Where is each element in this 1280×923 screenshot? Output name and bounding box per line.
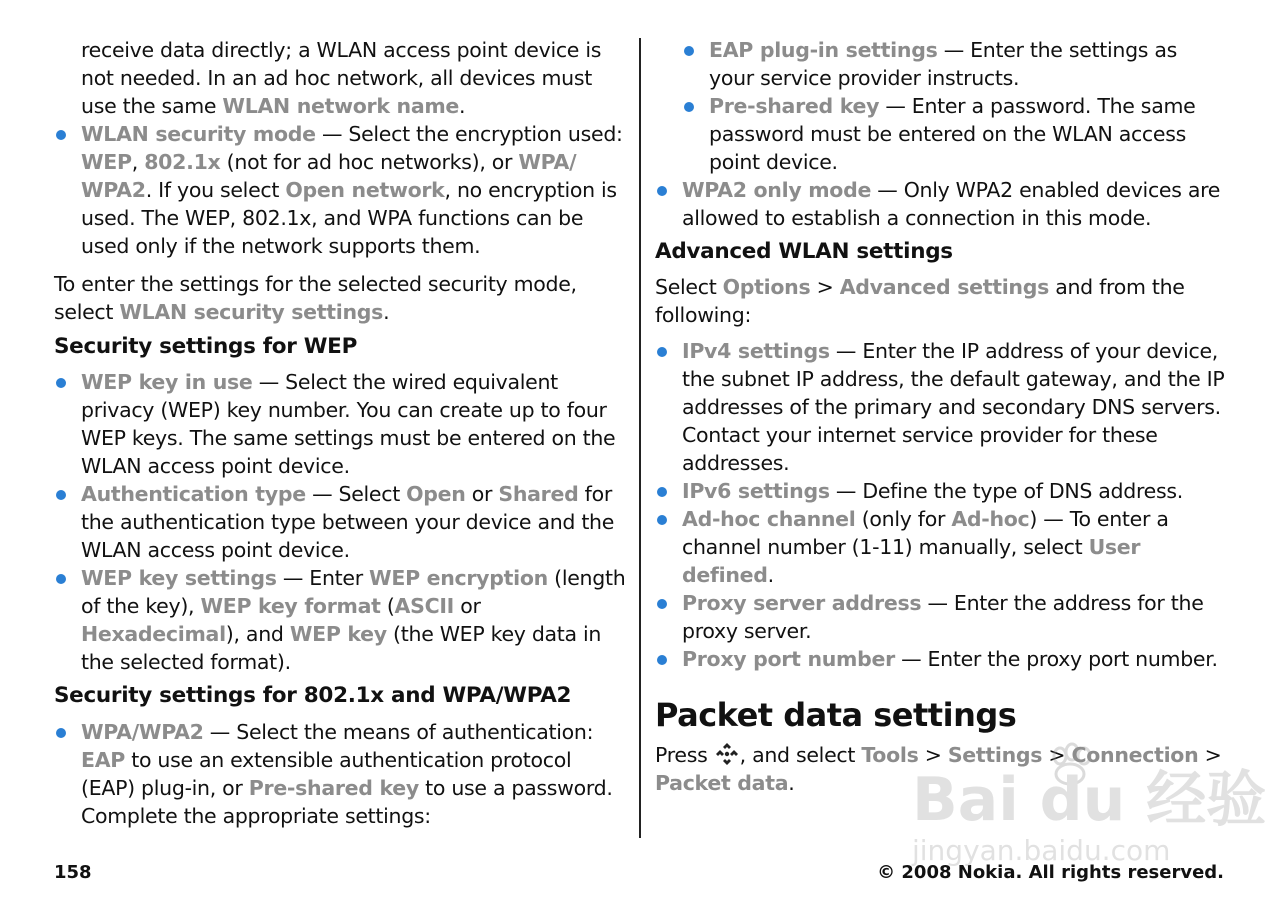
list-item-wep-key-in-use: WEP key in use — Select the wired equivalent privacy (WEP) key number. You can create up to four WEP keys. The same settings must be entered on the WLAN access point device. <box>54 368 626 480</box>
bullet-icon <box>684 102 694 112</box>
wpa2-list <box>655 176 1227 232</box>
ui-term: ASCII <box>394 594 454 618</box>
wep-list <box>54 368 626 676</box>
ui-term: Shared <box>498 482 579 506</box>
heading-wpa: Security settings for 802.1x and WPA/WPA2 <box>54 683 572 708</box>
ui-term: EAP <box>81 748 125 772</box>
list-item-security-mode: WLAN security mode — Select the encryption used: WEP, 802.1x (not for ad hoc networks), or WPA/ WPA2. If you select Open network, no encryption is used. The WEP, 802.1x, and WPA functions can be used only if the network supports them. <box>54 120 626 260</box>
bullet-icon <box>657 515 667 525</box>
ui-term: IPv6 settings <box>682 479 830 503</box>
ui-term: WEP key settings <box>81 566 277 590</box>
page-number: 158 <box>54 862 92 883</box>
menu-key-icon <box>714 741 740 767</box>
ui-term: Connection <box>1071 743 1199 767</box>
list-item-eap-plugin-settings: EAP plug-in settings — Enter the settings as your service provider instructs. <box>682 36 1227 92</box>
list-item-proxy-port-number: Proxy port number — Enter the proxy port number. <box>655 645 1227 673</box>
ui-term: WPA/ WPA2 <box>81 150 577 202</box>
list-item-authentication-type: Authentication type — Select Open or Shared for the authentication type between your device and the WLAN access point device. <box>54 480 626 564</box>
ui-term: WEP key format <box>200 594 381 618</box>
left-list-top <box>54 36 626 260</box>
advanced-intro-paragraph: Select Options > Advanced settings and from the following: <box>655 275 1185 327</box>
ui-term: IPv4 settings <box>682 339 830 363</box>
ui-term: Ad-hoc channel <box>682 507 856 531</box>
ui-term: WEP key <box>289 622 387 646</box>
list-item-ipv4-settings: IPv4 settings — Enter the IP address of your device, the subnet IP address, the default gateway, and the IP addresses of the primary and secondary DNS servers. Contact your internet service provider for these addresses. <box>655 337 1227 477</box>
ui-term: 802.1x <box>144 150 221 174</box>
ui-term: Advanced settings <box>839 275 1050 299</box>
bullet-icon <box>56 378 66 388</box>
list-item-adhoc-channel: Ad-hoc channel (only for Ad-hoc) — To enter a channel number (1-11) manually, select User defined. <box>655 505 1227 589</box>
ui-term: Open <box>406 482 466 506</box>
ui-term: Proxy port number <box>682 647 895 671</box>
list-item-wep-key-settings: WEP key settings — Enter WEP encryption (length of the key), WEP key format (ASCII or Hexadecimal), and WEP key (the WEP key data in the selected format). <box>54 564 626 676</box>
ui-term: WLAN network name <box>222 94 460 118</box>
ui-term: Pre-shared key <box>709 94 880 118</box>
bullet-icon <box>56 574 66 584</box>
column-divider <box>639 38 641 838</box>
ui-term: Proxy server address <box>682 591 922 615</box>
advanced-list <box>655 337 1227 673</box>
ui-term: WEP key in use <box>81 370 253 394</box>
bullet-icon <box>657 487 667 497</box>
ui-term: WPA/WPA2 <box>81 720 204 744</box>
bullet-icon <box>657 655 667 665</box>
list-item-ipv6-settings: IPv6 settings — Define the type of DNS address. <box>655 477 1227 505</box>
ui-term: Tools <box>861 743 919 767</box>
ui-term: Open network <box>285 178 445 202</box>
ui-term: Options <box>722 275 811 299</box>
heading-advanced-wlan: Advanced WLAN settings <box>655 239 953 264</box>
right-column <box>655 36 1227 797</box>
ui-term: Pre-shared key <box>248 776 419 800</box>
list-item-continuation: receive data directly; a WLAN access point device is not needed. In an ad hoc network, all devices must use the same WLAN network name. <box>81 38 602 118</box>
ui-term: EAP plug-in settings <box>709 38 938 62</box>
bullet-icon <box>684 46 694 56</box>
list-item-wpa-wpa2: WPA/WPA2 — Select the means of authentication: EAP to use an extensible authentication protocol (EAP) plug-in, or Pre-shared key to use a password. Complete the appropriate settings: <box>54 718 626 830</box>
ui-term: Packet data <box>655 771 789 795</box>
svg-text:Bai du 经验: Bai du 经验 <box>912 765 1267 835</box>
ui-term: WLAN security mode <box>81 122 316 146</box>
ui-term: Authentication type <box>81 482 306 506</box>
heading-packet-data: Packet data settings <box>655 696 1017 734</box>
ui-term: WPA2 only mode <box>682 178 872 202</box>
left-column <box>54 36 626 830</box>
list-item-proxy-server-address: Proxy server address — Enter the address for the proxy server. <box>655 589 1227 645</box>
ui-term: Ad-hoc <box>951 507 1030 531</box>
svg-text:jingyan.baidu.com: jingyan.baidu.com <box>912 834 1171 867</box>
ui-term: Hexadecimal <box>81 622 226 646</box>
list-item-wpa2-only-mode: WPA2 only mode — Only WPA2 enabled devices are allowed to establish a connection in this mode. <box>655 176 1227 232</box>
ui-term: WEP encryption <box>369 566 548 590</box>
ui-term: User defined <box>682 535 1141 587</box>
packet-data-paragraph: Press , and select Tools > Settings > Connection > Packet data. <box>655 743 1222 795</box>
copyright: © 2008 Nokia. All rights reserved. <box>877 862 1224 883</box>
enter-settings-paragraph: To enter the settings for the selected security mode, select WLAN security settings. <box>54 272 577 324</box>
wpa-list <box>54 718 626 830</box>
bullet-icon <box>56 490 66 500</box>
bullet-icon <box>657 186 667 196</box>
bullet-icon <box>56 728 66 738</box>
bullet-icon <box>657 599 667 609</box>
ui-term: Settings <box>947 743 1043 767</box>
ui-term: WEP <box>81 150 132 174</box>
list-item-pre-shared-key: Pre-shared key — Enter a password. The same password must be entered on the WLAN access point device. <box>682 92 1227 176</box>
bullet-icon <box>56 130 66 140</box>
heading-wep: Security settings for WEP <box>54 334 358 359</box>
bullet-icon <box>657 347 667 357</box>
ui-term: WLAN security settings <box>119 300 384 324</box>
wpa-sublist <box>655 36 1227 176</box>
